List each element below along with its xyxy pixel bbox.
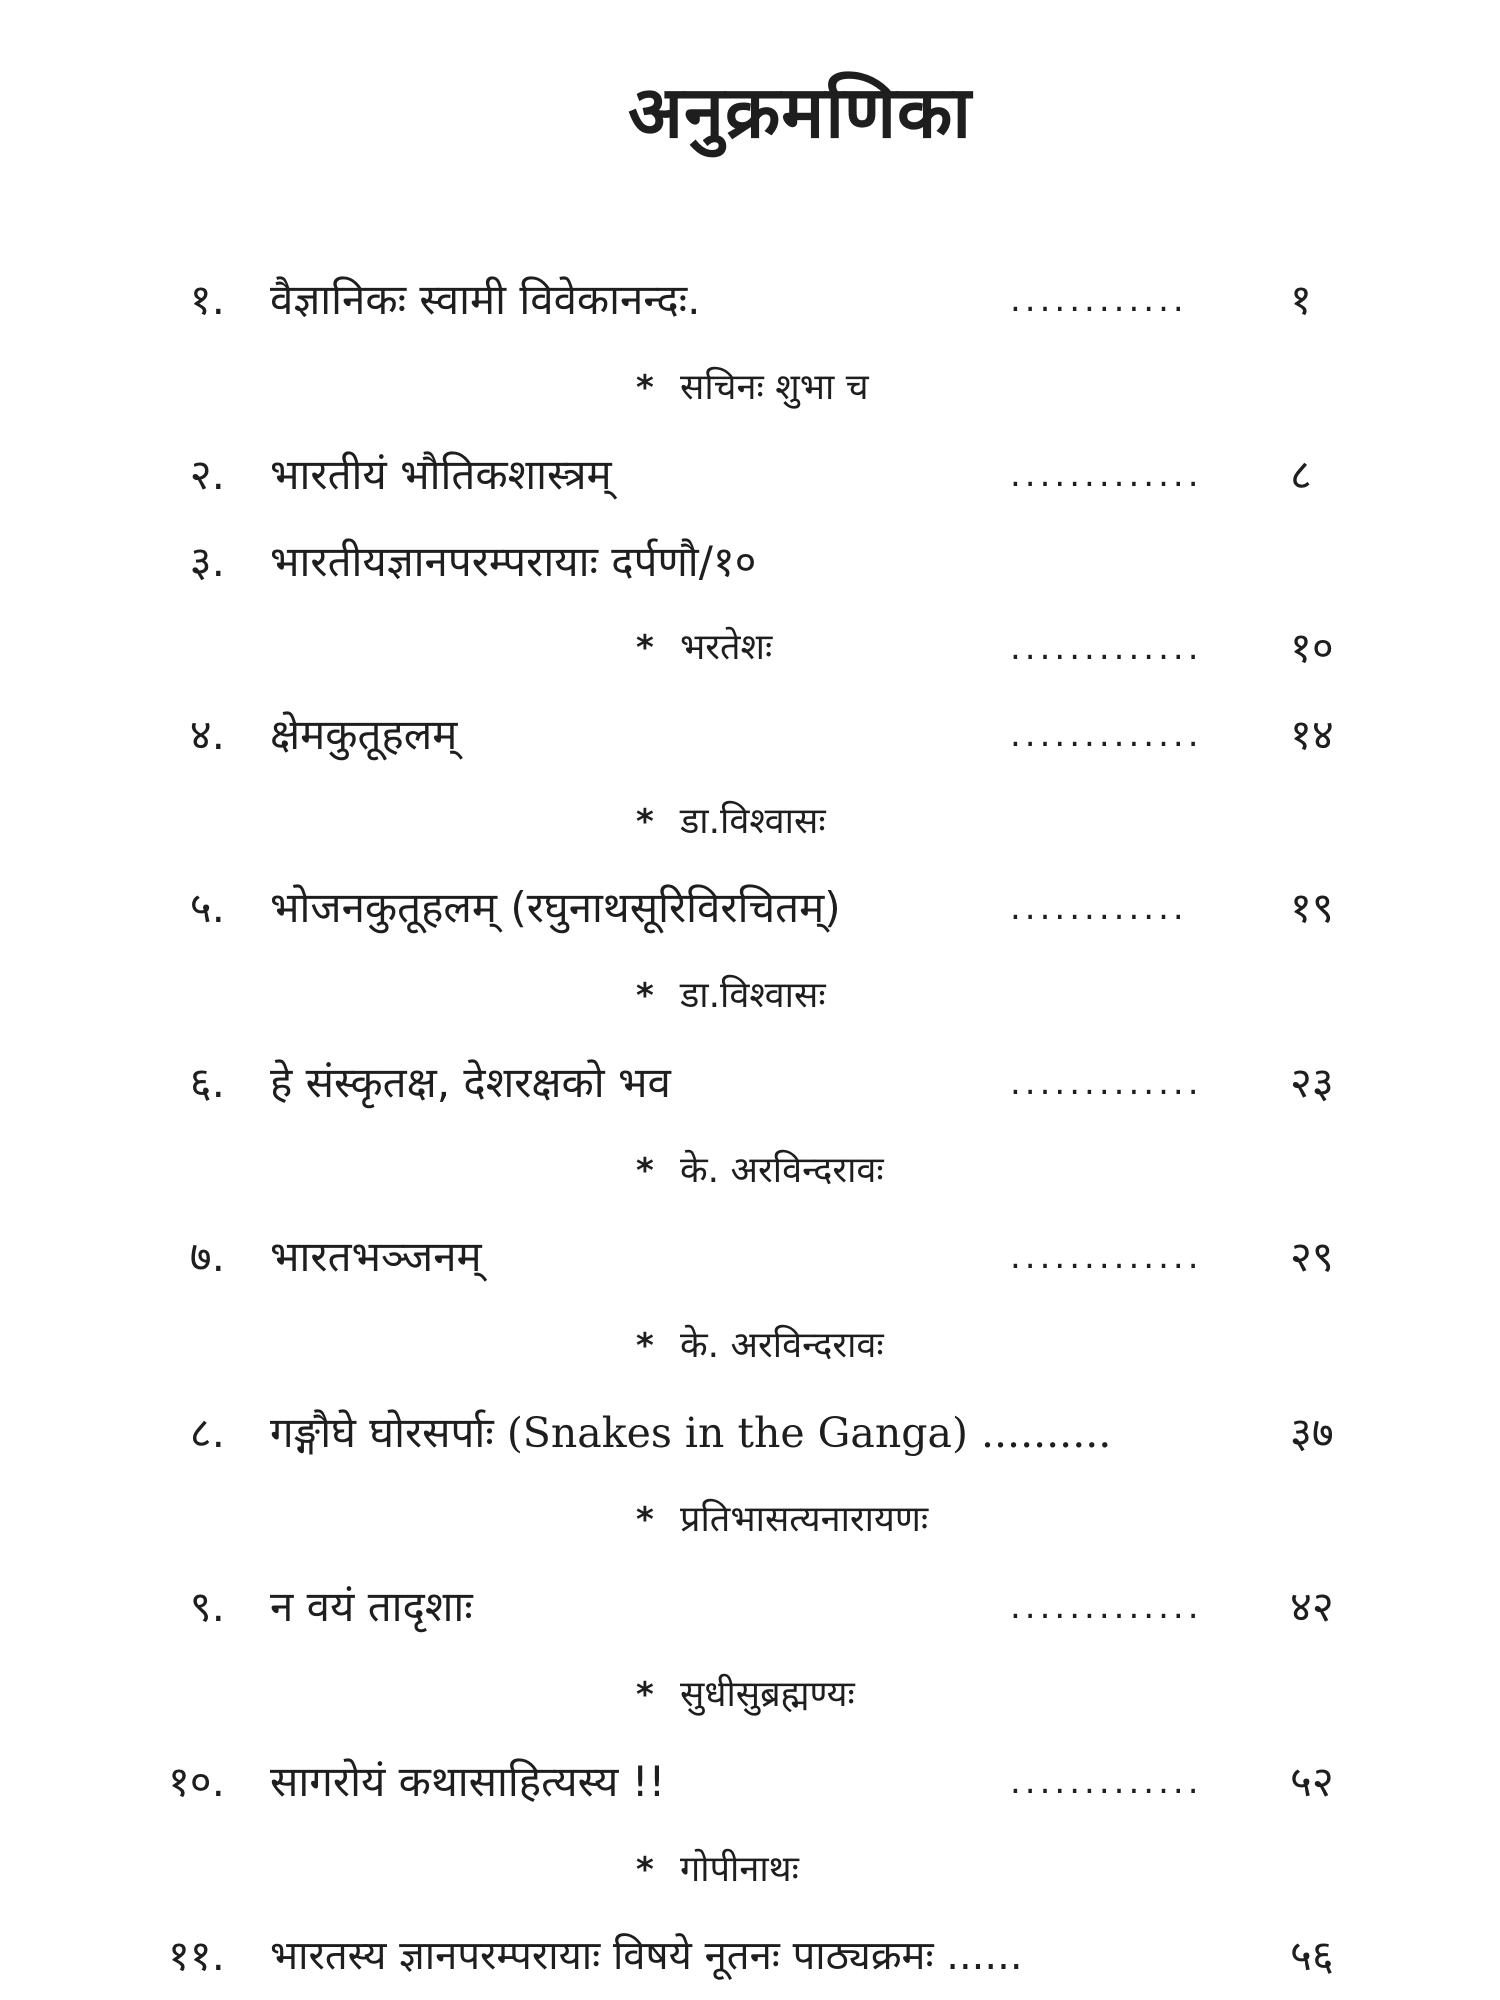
author-line: [0, 792, 1500, 852]
entry-title: न वयं तादृशाः: [270, 1582, 473, 1631]
toc-entry: [0, 527, 1500, 597]
toc-entry: [0, 440, 1500, 510]
leader-dots: .............: [1010, 715, 1203, 755]
author-line: [0, 1141, 1500, 1201]
entry-number: ९.: [189, 1582, 225, 1631]
author-name: के. अरविन्दरावः: [680, 1325, 884, 1366]
entry-number: ७.: [189, 1232, 225, 1281]
leader-dots: .............: [1010, 1063, 1203, 1103]
asterisk-icon: *: [636, 1850, 654, 1890]
author-name: प्रतिभासत्यनारायणः: [680, 1499, 929, 1540]
page-number: ५६: [1290, 1931, 1334, 1980]
entry-number: ८.: [189, 1408, 225, 1457]
entry-title: क्षेमकुतूहलम्: [270, 710, 458, 759]
entry-title: सागरोयं कथासाहित्यस्य !!: [270, 1757, 666, 1806]
toc-entry: [0, 265, 1500, 335]
entry-title: वैज्ञानिकः स्वामी विवेकानन्दः.: [270, 275, 701, 324]
page-number: १०: [1290, 623, 1334, 672]
asterisk-icon: *: [636, 1500, 654, 1540]
author-name: गोपीनाथः: [680, 1849, 799, 1890]
entry-number: ६.: [189, 1058, 225, 1107]
entry-number: १०.: [167, 1757, 225, 1806]
asterisk-icon: *: [636, 368, 654, 408]
page-number: २९: [1290, 1232, 1334, 1281]
page-number: २३: [1290, 1058, 1334, 1107]
author-line: [0, 1665, 1500, 1725]
toc-entry: [0, 700, 1500, 770]
toc-entry: [0, 1747, 1500, 1817]
author-name: भरतेशः: [680, 627, 773, 668]
page-number: ५२: [1290, 1757, 1334, 1806]
author-name: के. अरविन्दरावः: [680, 1150, 884, 1191]
page-number: १४: [1290, 710, 1334, 759]
toc-entry: [0, 1398, 1500, 1468]
entry-title-english: (Snakes in the Ganga) ..........: [493, 1409, 1112, 1457]
asterisk-icon: *: [636, 1151, 654, 1191]
entry-title: भारतस्य ज्ञानपरम्परायाः विषये नूतनः पाठ्यक्रमः ......: [270, 1933, 1023, 1979]
entry-number: ३.: [189, 537, 225, 586]
leader-dots: ............: [1010, 280, 1188, 320]
toc-entry: [0, 1572, 1500, 1642]
asterisk-icon: *: [636, 628, 654, 668]
leader-dots: .............: [1010, 1237, 1203, 1277]
page-title: अनुक्रमणिका: [628, 70, 972, 154]
author-name: सचिनः शुभा च: [680, 367, 869, 408]
leader-dots: .............: [1010, 1762, 1203, 1802]
entry-number: ११.: [167, 1931, 225, 1980]
leader-dots: .............: [1010, 628, 1203, 668]
toc-entry: [0, 1921, 1500, 1991]
entry-number: ५.: [189, 883, 225, 932]
entry-title: भारतीयज्ञानपरम्परायाः दर्पणौ/१०: [270, 537, 757, 586]
toc-entry: [0, 1222, 1500, 1292]
author-line: [0, 1490, 1500, 1550]
leader-dots: .............: [1010, 455, 1203, 495]
entry-title: हे संस्कृतक्ष, देशरक्षको भव: [270, 1058, 671, 1107]
asterisk-icon: *: [636, 802, 654, 842]
entry-title: भारतभञ्जनम्: [270, 1232, 482, 1281]
page-number: ४२: [1290, 1582, 1334, 1631]
leader-dots: ............: [1010, 888, 1188, 928]
asterisk-icon: *: [636, 1675, 654, 1715]
entry-number: ४.: [189, 710, 225, 759]
entry-title-devanagari: गङ्गौघे घोरसर्पाः: [270, 1408, 494, 1457]
author-line: [0, 613, 1500, 683]
page-number: १९: [1290, 883, 1334, 932]
asterisk-icon: *: [636, 1326, 654, 1366]
entry-title: [270, 1398, 1111, 1468]
toc-entry: [0, 1048, 1500, 1118]
entry-title: भोजनकुतूहलम् (रघुनाथसूरिविरचितम्): [270, 883, 841, 932]
author-line: [0, 966, 1500, 1026]
author-name: सुधीसुब्रह्मण्यः: [680, 1674, 855, 1715]
author-name: डा.विश्वासः: [680, 975, 826, 1016]
page-number: ८: [1290, 450, 1312, 499]
author-line: [0, 1316, 1500, 1376]
entry-title: भारतीयं भौतिकशास्त्रम्: [270, 450, 612, 499]
entry-number: १.: [189, 275, 225, 324]
page-number: ३७: [1290, 1408, 1334, 1457]
entry-number: २.: [189, 450, 225, 499]
asterisk-icon: *: [636, 976, 654, 1016]
author-name: डा.विश्वासः: [680, 801, 826, 842]
toc-entry: [0, 873, 1500, 943]
author-line: [0, 1840, 1500, 1900]
author-line: [0, 358, 1500, 418]
leader-dots: .............: [1010, 1587, 1203, 1627]
page-number: १: [1290, 275, 1312, 324]
